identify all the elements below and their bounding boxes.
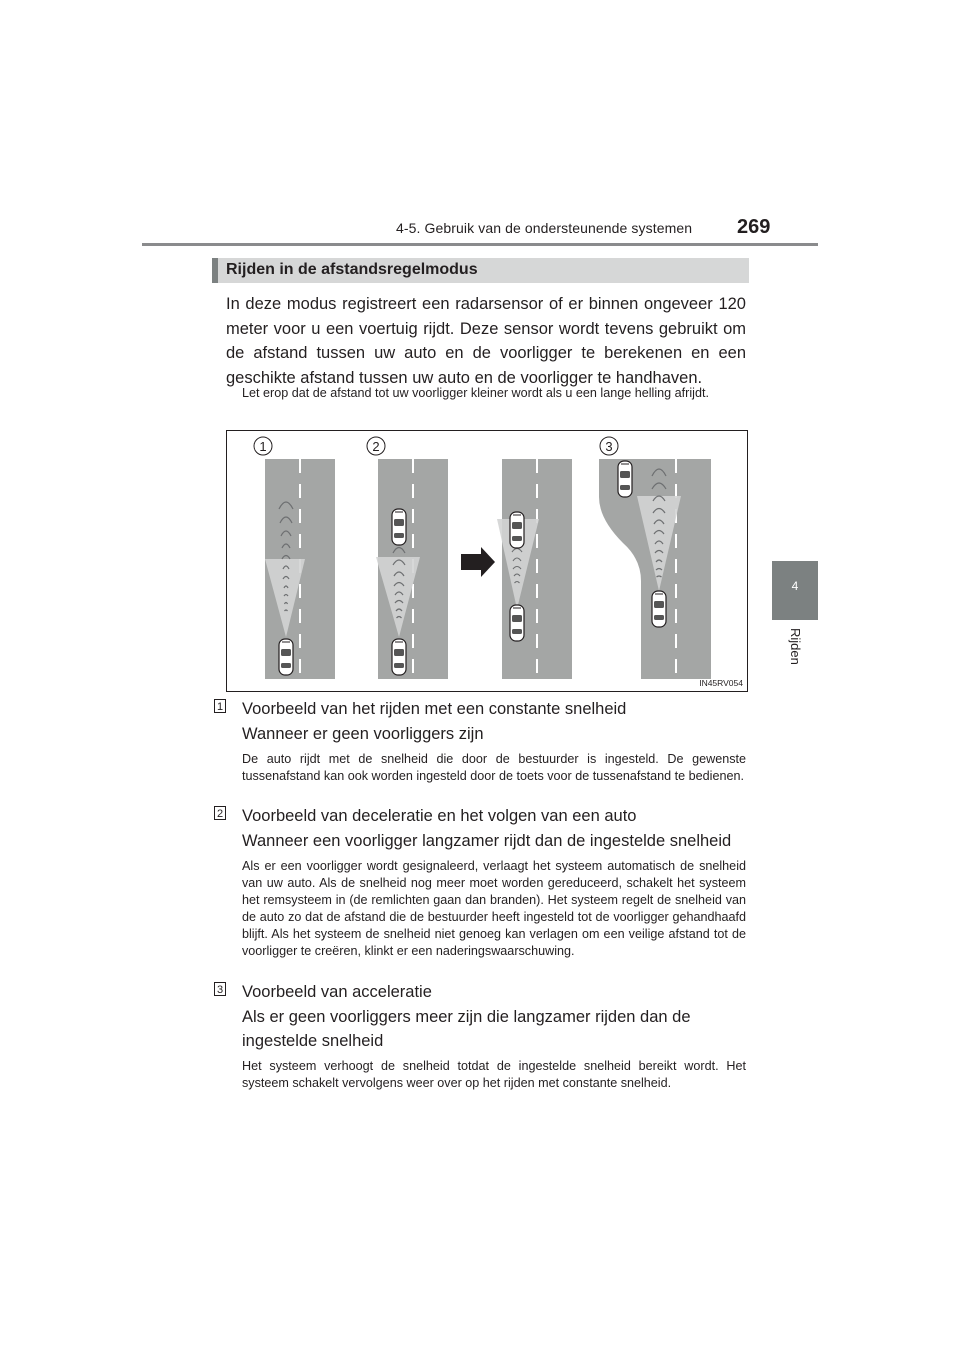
lead-car <box>510 512 524 548</box>
note-paragraph: Let erop dat de afstand tot uw voorligger kleiner wordt als u een lange helling afrijdt. <box>242 386 709 400</box>
page-header-section-title: 4-5. Gebruik van de ondersteunende systemen <box>396 220 693 236</box>
lead-car <box>392 509 406 545</box>
item-2-title-line-2: Wanneer een voorligger langzamer rijdt dan de ingestelde snelheid <box>242 831 732 850</box>
own-car <box>392 639 406 675</box>
item-number-3: 3 <box>214 982 226 996</box>
illustration-drawing <box>227 431 747 691</box>
intro-paragraph: In deze modus registreert een radarsensor of er binnen ongeveer 120 meter voor u een voertuig rijdt. Deze sensor wordt tevens gebruikt om de afstand tussen uw auto en de voorligger te berekenen en een geschikte afstand tussen uw auto en de voorligger te handhaven. <box>226 295 746 387</box>
page-number: 269 <box>737 216 771 238</box>
section-heading: Rijden in de afstandsregelmodus <box>226 261 478 278</box>
item-3-title <box>242 980 748 1054</box>
item-2-title-line-1: Voorbeeld van deceleratie en het volgen van een auto <box>242 807 637 825</box>
item-number-1: 1 <box>214 699 226 713</box>
item-1-title-line-1: Voorbeeld van het rijden met een constante snelheid <box>242 700 627 718</box>
section-heading-accent <box>212 258 218 283</box>
road-4 <box>599 459 711 679</box>
figure-label-2 <box>367 437 385 455</box>
road-1 <box>265 459 335 679</box>
figure-label-1 <box>254 437 272 455</box>
svg-text:3: 3 <box>605 439 613 454</box>
item-3-title-line-2: Als er geen voorliggers meer zijn die langzamer rijden dan de ingestelde snelheid <box>242 1007 691 1051</box>
radar-illustration <box>226 430 748 692</box>
svg-text:1: 1 <box>259 439 267 454</box>
item-number-2: 2 <box>214 806 226 820</box>
departing-car <box>618 461 632 497</box>
transition-arrow <box>461 547 495 577</box>
item-1-body: De auto rijdt met de snelheid die door de bestuurder is ingesteld. De gewenste tussenafstand kan ook worden ingesteld door de toets voor de tussenafstand te bedienen. <box>242 752 746 783</box>
item-3-title-line-1: Voorbeeld van acceleratie <box>242 983 432 1001</box>
item-2-title <box>242 804 748 853</box>
road-2 <box>376 459 448 679</box>
header-rule <box>142 243 818 246</box>
item-2-body: Als er een voorligger wordt gesignaleerd, verlaagt het systeem automatisch de snelheid van uw auto. Als de snelheid nog meer moet worden gereduceerd, schakelt het systeem het remsysteem in (de remlichten gaan dan branden). Het systeem regelt de snelheid van de auto zo dat de afstand die de bestuurder heeft ingesteld tot de voorligger gehandhaafd blijft. Als het systeem de snelheid niet genoeg kan verlagen om een veilige afstand tot de voorligger te creëren, klinkt er een naderingswaarschuwing. <box>242 859 746 958</box>
item-3-body: Het systeem verhoogt de snelheid totdat de ingestelde snelheid bereikt wordt. Het systeem schakelt vervolgens weer over op het rijden met constante snelheid. <box>242 1059 746 1090</box>
own-car <box>510 605 524 641</box>
figure-label-3 <box>600 437 618 455</box>
figure-code: IN45RV054 <box>699 678 743 688</box>
svg-text:2: 2 <box>372 439 380 454</box>
chapter-label: Rijden <box>788 628 803 665</box>
own-car <box>279 639 293 675</box>
item-1-title <box>242 697 748 746</box>
item-1-title-line-2: Wanneer er geen voorliggers zijn <box>242 724 484 743</box>
road-3 <box>497 459 572 679</box>
section-heading-bar <box>212 258 749 283</box>
own-car <box>652 591 666 627</box>
chapter-tab: 4 <box>772 561 818 620</box>
